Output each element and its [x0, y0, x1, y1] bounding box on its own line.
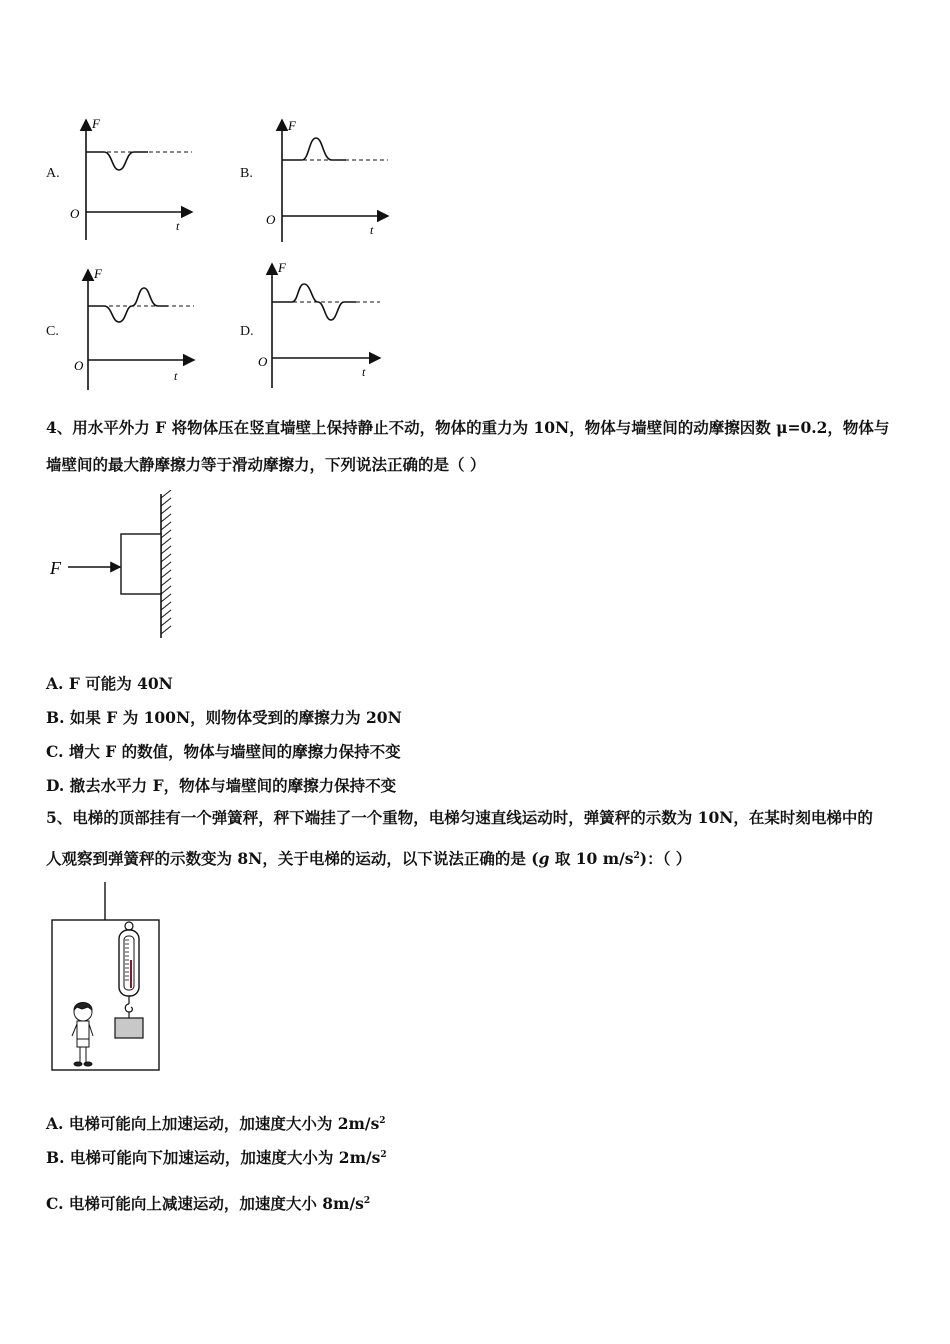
elevator-figure — [48, 880, 166, 1076]
q5-option-a: A. 电梯可能向上加速运动，加速度大小为 $2m/s^2$ — [46, 1114, 386, 1133]
q5-option-c: C. 电梯可能向上减速运动，加速度大小 $8m/s^2$ — [46, 1194, 371, 1213]
f-axis-label: F — [94, 266, 102, 281]
option-d-label: D. — [240, 324, 254, 339]
weight — [115, 1018, 143, 1038]
elevator-cabin — [52, 920, 159, 1070]
origin-label: O — [258, 354, 268, 369]
origin-label: O — [70, 206, 80, 221]
origin-label: O — [74, 358, 84, 373]
graph-a — [66, 112, 196, 242]
option-b-label: B. — [240, 166, 253, 181]
t-axis-label: t — [174, 369, 178, 383]
option-c-label: C. — [46, 324, 59, 339]
t-axis-label: t — [176, 219, 180, 233]
q4-option-d: D. 撤去水平力 F，物体与墙壁间的摩擦力保持不变 — [46, 776, 397, 795]
q4-stem-line2: 墙壁间的最大静摩擦力等于滑动摩擦力，下列说法正确的是（ ） — [46, 455, 486, 474]
wall-block-figure — [44, 490, 184, 642]
force-label: F — [50, 558, 61, 578]
graph-c — [68, 264, 198, 392]
q4-option-a: A. F 可能为 40N — [46, 674, 173, 693]
q5-stem-line1: 5、电梯的顶部挂有一个弹簧秤，秤下端挂了一个重物，电梯匀速直线运动时，弹簧秤的示数为 10N，在某时刻电梯中的 — [46, 808, 873, 827]
q4-option-b: B. 如果 F 为 100N，则物体受到的摩擦力为 20N — [46, 708, 402, 727]
f-axis-label: F — [288, 118, 296, 133]
f-axis-label: F — [92, 116, 100, 131]
block — [121, 534, 161, 594]
graph-d — [252, 258, 387, 390]
t-axis-label: t — [370, 223, 374, 237]
option-a-label: A. — [46, 166, 60, 181]
q5-stem-line2: 人观察到弹簧秤的示数变为 8N，关于电梯的运动，以下说法正确的是 (g 取 10 $m/s^2$)：（ ） — [46, 849, 692, 869]
graph-b — [262, 112, 392, 244]
origin-label: O — [266, 212, 276, 227]
t-axis-label: t — [362, 365, 366, 379]
q4-option-c: C. 增大 F 的数值，物体与墙壁间的摩擦力保持不变 — [46, 742, 401, 761]
f-axis-label: F — [278, 260, 286, 275]
q5-option-b: B. 电梯可能向下加速运动，加速度大小为 $2m/s^2$ — [46, 1148, 387, 1167]
q4-stem-line1: 4、用水平外力 F 将物体压在竖直墙壁上保持静止不动，物体的重力为 10N，物体与墙壁间的动摩擦因数 μ=0.2，物体与 — [46, 418, 890, 437]
